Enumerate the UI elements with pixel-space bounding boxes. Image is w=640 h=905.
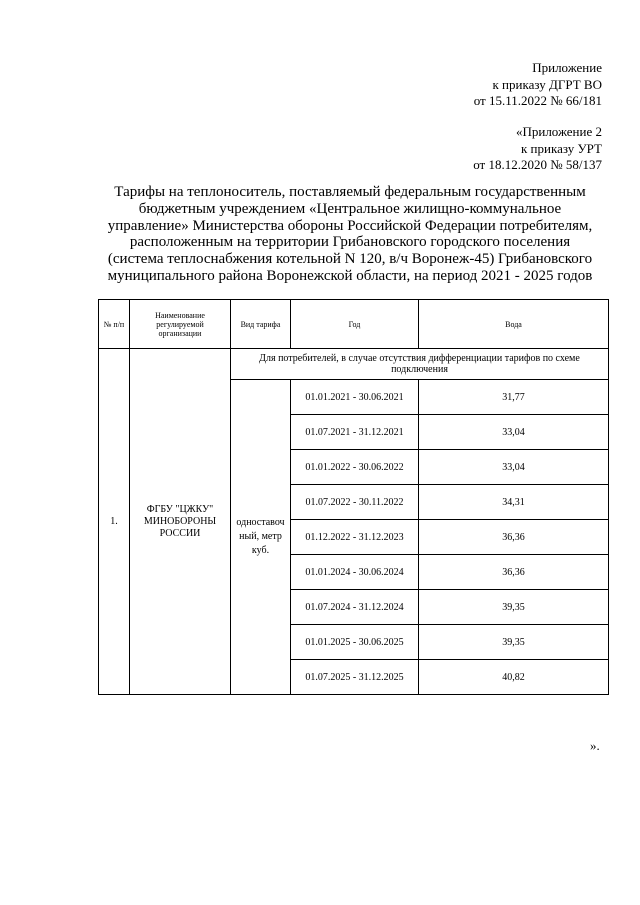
header-org: Наименование регулируемой организации (130, 300, 231, 349)
water-value-cell: 40,82 (419, 660, 609, 695)
header-year: Год (291, 300, 419, 349)
period-cell: 01.07.2022 - 30.11.2022 (291, 485, 419, 520)
water-value-cell: 31,77 (419, 380, 609, 415)
period-cell: 01.07.2024 - 31.12.2024 (291, 590, 419, 625)
consumer-subheader: Для потребителей, в случае отсутствия дифференциации тарифов по схеме подключения (231, 349, 609, 380)
appendix-current (474, 60, 602, 110)
title-line: расположенным на территории Грибановского городского поселения (129, 234, 571, 251)
water-value-cell: 33,04 (419, 450, 609, 485)
appendix-original-line1: «Приложение 2 (515, 124, 602, 139)
title-line: Тарифы на теплоноситель, поставляемый федеральным государственным (114, 184, 586, 200)
tariff-table (98, 299, 609, 695)
water-value-cell: 39,35 (419, 590, 609, 625)
period-cell: 01.01.2024 - 30.06.2024 (291, 555, 419, 590)
title-line: управление» Министерства обороны Российской Федерации потребителям, (107, 217, 593, 234)
title-line: муниципального района Воронежской области, на период 2021 - 2025 годов (107, 267, 593, 284)
period-cell: 01.07.2021 - 31.12.2021 (291, 415, 419, 450)
period-cell: 01.07.2025 - 31.12.2025 (291, 660, 419, 695)
header-num: № п/п (99, 300, 130, 349)
period-cell: 01.01.2021 - 30.06.2021 (291, 380, 419, 415)
title-line: бюджетным учреждением «Центральное жилищно-коммунальное (138, 200, 562, 217)
period-cell: 01.01.2022 - 30.06.2022 (291, 450, 419, 485)
table-header-row (99, 300, 609, 349)
water-value-cell: 39,35 (419, 625, 609, 660)
appendix-current-line3: от 15.11.2022 № 66/181 (473, 93, 602, 108)
header-type: Вид тарифа (231, 300, 291, 349)
organization-name: ФГБУ "ЦЖКУ" МИНОБОРОНЫ РОССИИ (130, 349, 231, 695)
closing-quote: ». (590, 738, 600, 753)
appendix-original (473, 124, 602, 174)
appendix-current-line1: Приложение (532, 60, 602, 75)
appendix-original-line3: от 18.12.2020 № 58/137 (473, 157, 602, 172)
appendix-original-line2: к приказу УРТ (520, 140, 602, 156)
period-cell: 01.01.2025 - 30.06.2025 (291, 625, 419, 660)
header-water: Вода (419, 300, 609, 349)
water-value-cell: 33,04 (419, 415, 609, 450)
row-number: 1. (99, 349, 130, 695)
table-subheader-row (99, 349, 609, 380)
water-value-cell: 34,31 (419, 485, 609, 520)
tariff-type: одноставоч ный, метр куб. (231, 380, 291, 695)
water-value-cell: 36,36 (419, 520, 609, 555)
period-cell: 01.12.2022 - 31.12.2023 (291, 520, 419, 555)
document-title (95, 184, 605, 285)
title-line: (система теплоснабжения котельной N 120, в/ч Воронеж-45) Грибановского (107, 251, 593, 268)
appendix-current-line2: к приказу ДГРТ ВО (492, 76, 602, 92)
water-value-cell: 36,36 (419, 555, 609, 590)
